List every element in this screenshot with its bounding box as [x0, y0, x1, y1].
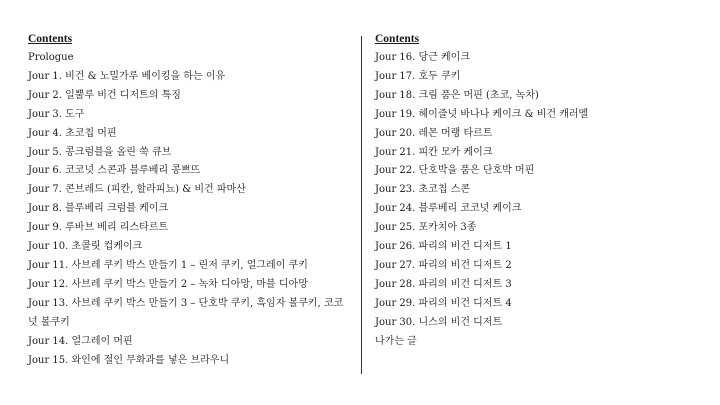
toc-item-jour-24: Jour 24. 블루베리 코코넛 케이크	[375, 203, 522, 215]
toc-item-jour-9: Jour 9. 루바브 베리 리스타르트	[28, 222, 169, 234]
toc-item-jour-23: Jour 23. 초코칩 스콘	[375, 184, 470, 196]
contents-heading-left: Contents	[28, 33, 73, 45]
toc-item-jour-21: Jour 21. 피칸 모카 케이크	[375, 146, 493, 158]
toc-item-jour-28: Jour 28. 파리의 비건 디저트 3	[375, 278, 512, 290]
toc-item-prologue: Prologue	[28, 52, 74, 63]
toc-item-jour-12: Jour 12. 사브레 쿠키 박스 만들기 2 – 녹차 디아망, 마블 디아망	[28, 278, 308, 290]
column-divider	[361, 36, 362, 374]
toc-item-jour-14: Jour 14. 얼그레이 머핀	[28, 335, 133, 347]
contents-column-right	[375, 30, 695, 352]
toc-item-jour-6: Jour 6. 코코넛 스콘과 블루베리 콩쁘뜨	[28, 165, 201, 177]
toc-item-jour-25: Jour 25. 포카치아 3종	[375, 222, 477, 234]
toc-item-epilogue: 나가는 글	[375, 335, 417, 347]
toc-item-jour-10: Jour 10. 초콜릿 컵케이크	[28, 241, 143, 253]
toc-list-right	[375, 49, 695, 352]
toc-item-jour-18: Jour 18. 크림 품은 머핀 (초코, 녹차)	[375, 89, 539, 101]
toc-item-jour-11: Jour 11. 사브레 쿠키 박스 만들기 1 – 린저 쿠키, 얼그레이 쿠키	[28, 259, 308, 271]
toc-item-jour-1: Jour 1. 비건 & 노밀가루 베이킹을 하는 이유	[28, 70, 226, 82]
toc-item-jour-27: Jour 27. 파리의 비건 디저트 2	[375, 259, 512, 271]
toc-item-jour-22: Jour 22. 단호박을 품은 단호박 머핀	[375, 165, 535, 177]
toc-item-jour-4: Jour 4. 초코칩 머핀	[28, 127, 117, 139]
toc-item-jour-3: Jour 3. 도구	[28, 108, 85, 120]
toc-item-jour-16: Jour 16. 당근 케이크	[375, 52, 470, 63]
toc-item-jour-26: Jour 26. 파리의 비건 디저트 1	[375, 241, 512, 253]
toc-list-left	[28, 49, 350, 370]
toc-item-jour-29: Jour 29. 파리의 비건 디저트 4	[375, 297, 512, 309]
toc-item-jour-17: Jour 17. 호두 쿠키	[375, 70, 461, 82]
toc-item-jour-8: Jour 8. 블루베리 크럼블 케이크	[28, 203, 169, 215]
contents-heading-right: Contents	[375, 33, 420, 45]
toc-item-jour-15: Jour 15. 와인에 절인 무화과를 넣은 브라우니	[28, 354, 230, 366]
toc-item-jour-30: Jour 30. 니스의 비건 디저트	[375, 316, 503, 328]
toc-item-jour-20: Jour 20. 레몬 머랭 타르트	[375, 127, 493, 139]
contents-column-left	[28, 30, 350, 370]
toc-item-jour-5: Jour 5. 콩크럼블을 올린 쑥 큐브	[28, 146, 172, 158]
toc-item-jour-7: Jour 7. 콘브레드 (피칸, 할라피뇨) & 비건 파마산	[28, 184, 246, 196]
toc-item-jour-13: Jour 13. 사브레 쿠키 박스 만들기 3 – 단호박 쿠키, 흑임자 볼쿠키, 코코넛 볼쿠키	[28, 297, 344, 328]
toc-item-jour-2: Jour 2. 일뿔루 비건 디저트의 특징	[28, 89, 181, 101]
toc-item-jour-19: Jour 19. 헤이즐넛 바나나 케이크 & 비건 캐러멜	[375, 108, 589, 120]
